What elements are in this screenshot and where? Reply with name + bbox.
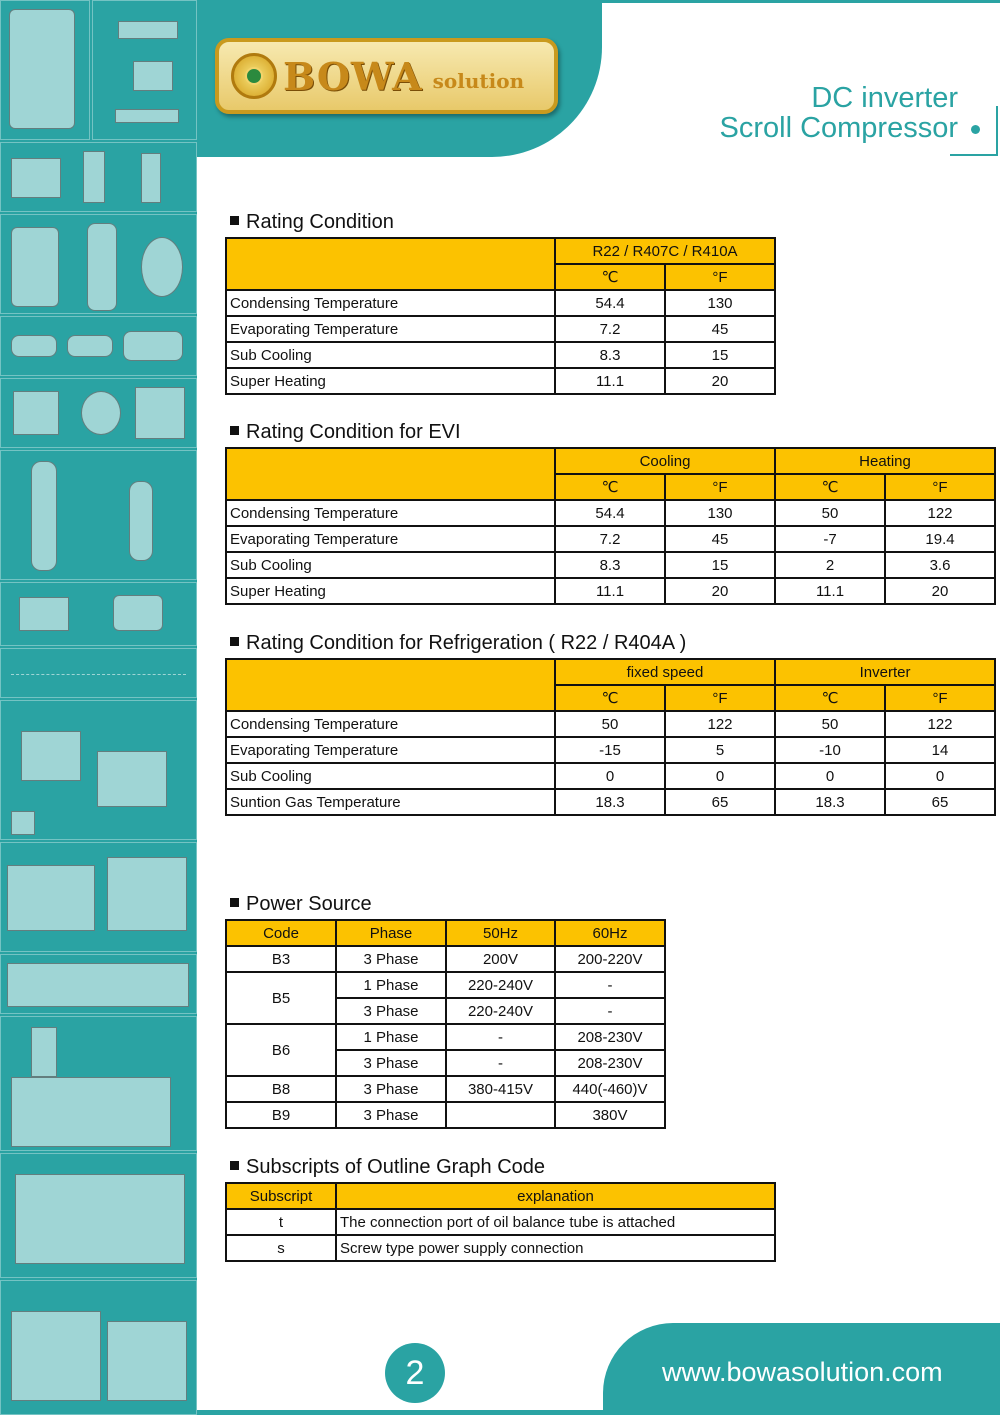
refrigerant-header: R22 / R407C / R410A bbox=[555, 238, 775, 264]
table-row: B6 1 Phase - 208-230V bbox=[226, 1024, 665, 1050]
section-title-refrigeration: Rating Condition for Refrigeration ( R22 / R404A ) bbox=[230, 632, 686, 655]
table-row: Condensing Temperature 54.4 130 50 122 bbox=[226, 500, 995, 526]
page-number-badge bbox=[385, 1343, 445, 1403]
square-bullet-icon bbox=[230, 898, 239, 907]
table-row: Evaporating Temperature -15 5 -10 14 bbox=[226, 737, 995, 763]
table-row: Condensing Temperature 54.4 130 bbox=[226, 290, 775, 316]
product-image-condensing-unit bbox=[0, 842, 197, 952]
hz50-header: 50Hz bbox=[446, 920, 555, 946]
product-image-sight-glass bbox=[0, 378, 197, 448]
table-corner bbox=[226, 448, 555, 500]
table-corner bbox=[226, 659, 555, 711]
top-rule bbox=[602, 0, 1000, 3]
section-title-subscripts: Subscripts of Outline Graph Code bbox=[230, 1156, 545, 1179]
bottom-rule bbox=[197, 1410, 603, 1415]
section-title-evi: Rating Condition for EVI bbox=[230, 421, 461, 444]
rating-table bbox=[225, 237, 776, 395]
unit-f-header: °F bbox=[665, 264, 775, 290]
table-row: Condensing Temperature 50 122 50 122 bbox=[226, 711, 995, 737]
table-row: B8 3 Phase 380-415V 440(-460)V bbox=[226, 1076, 665, 1102]
table-row: Evaporating Temperature 7.2 45 -7 19.4 bbox=[226, 526, 995, 552]
footer-website-link[interactable]: www.bowasolution.com bbox=[662, 1357, 943, 1387]
refrigeration-table bbox=[225, 658, 996, 816]
title-bracket-ext bbox=[950, 154, 980, 156]
left-product-strip bbox=[0, 0, 197, 1415]
product-image-compressor-rack bbox=[0, 1016, 197, 1151]
product-image-solenoid-valves bbox=[0, 582, 197, 646]
logo-suffix-text: solution bbox=[432, 69, 525, 93]
table-row: Sub Cooling 8.3 15 bbox=[226, 342, 775, 368]
product-image-fan-row bbox=[0, 954, 197, 1014]
table-row: 3 Phase 220-240V - bbox=[226, 998, 665, 1024]
table-row: Super Heating 11.1 20 11.1 20 bbox=[226, 578, 995, 604]
table-row: Super Heating 11.1 20 bbox=[226, 368, 775, 394]
page-number: 2 bbox=[405, 1353, 425, 1392]
page-title-line2: Scroll Compressor bbox=[719, 112, 958, 144]
product-image-parallel-unit bbox=[0, 1153, 197, 1278]
unit-c-header: ℃ bbox=[555, 474, 665, 500]
product-image-unit-outline bbox=[0, 648, 197, 698]
table-row: t The connection port of oil balance tube is attached bbox=[226, 1209, 775, 1235]
power-table bbox=[225, 919, 666, 1129]
title-bracket bbox=[978, 106, 998, 156]
unit-f-header: °F bbox=[665, 685, 775, 711]
product-image-valves bbox=[92, 0, 197, 140]
logo-emblem-icon bbox=[231, 53, 277, 99]
explanation-header: explanation bbox=[336, 1183, 775, 1209]
product-image-oil-separators bbox=[0, 450, 197, 580]
fixed-speed-header: fixed speed bbox=[555, 659, 775, 685]
unit-f-header: °F bbox=[885, 685, 995, 711]
inverter-header: Inverter bbox=[775, 659, 995, 685]
unit-c-header: ℃ bbox=[555, 685, 665, 711]
product-image-box-unit bbox=[0, 1280, 197, 1415]
table-row: B9 3 Phase 380V bbox=[226, 1102, 665, 1128]
product-image-expansion-valves bbox=[0, 142, 197, 212]
unit-c-header: ℃ bbox=[775, 685, 885, 711]
unit-c-header: ℃ bbox=[775, 474, 885, 500]
product-image-plate-heat-exchanger bbox=[0, 0, 90, 140]
unit-f-header: °F bbox=[665, 474, 775, 500]
subscripts-table bbox=[225, 1182, 776, 1262]
product-image-receivers bbox=[0, 214, 197, 314]
section-title-power: Power Source bbox=[230, 893, 372, 916]
section-title-rating: Rating Condition bbox=[230, 211, 394, 234]
square-bullet-icon bbox=[230, 216, 239, 225]
product-image-exploded-view bbox=[0, 700, 197, 840]
subscript-header: Subscript bbox=[226, 1183, 336, 1209]
unit-f-header: °F bbox=[885, 474, 995, 500]
table-row: Suntion Gas Temperature 18.3 65 18.3 65 bbox=[226, 789, 995, 815]
bowa-logo bbox=[215, 38, 558, 114]
logo-brand-text: BOWA bbox=[283, 53, 423, 99]
product-image-filter-driers bbox=[0, 316, 197, 376]
square-bullet-icon bbox=[230, 637, 239, 646]
table-row: B3 3 Phase 200V 200-220V bbox=[226, 946, 665, 972]
unit-c-header: ℃ bbox=[555, 264, 665, 290]
table-row: Sub Cooling 8.3 15 2 3.6 bbox=[226, 552, 995, 578]
page-title-line1: DC inverter bbox=[811, 82, 958, 114]
phase-header: Phase bbox=[336, 920, 446, 946]
table-row: B5 1 Phase 220-240V - bbox=[226, 972, 665, 998]
code-header: Code bbox=[226, 920, 336, 946]
table-row: 3 Phase - 208-230V bbox=[226, 1050, 665, 1076]
heating-header: Heating bbox=[775, 448, 995, 474]
square-bullet-icon bbox=[230, 1161, 239, 1170]
square-bullet-icon bbox=[230, 426, 239, 435]
evi-table bbox=[225, 447, 996, 605]
table-row: s Screw type power supply connection bbox=[226, 1235, 775, 1261]
table-row: Evaporating Temperature 7.2 45 bbox=[226, 316, 775, 342]
hz60-header: 60Hz bbox=[555, 920, 665, 946]
table-corner bbox=[226, 238, 555, 290]
table-row: Sub Cooling 0 0 0 0 bbox=[226, 763, 995, 789]
cooling-header: Cooling bbox=[555, 448, 775, 474]
